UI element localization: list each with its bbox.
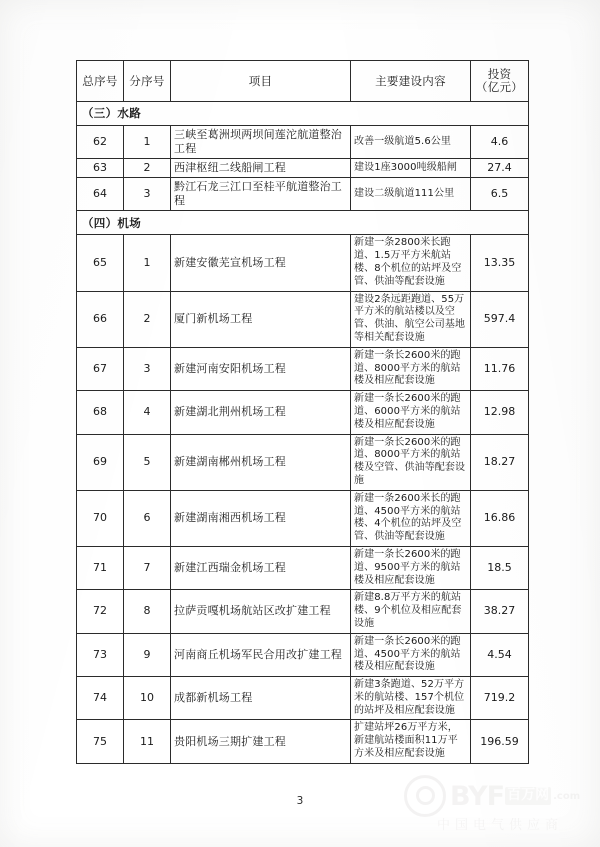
cell-content: 新建一条2600米长的跑道、4500平方米的航站楼、4个机位的站坪及空管、供油等配套设施 (351, 490, 471, 546)
page-number: 3 (296, 795, 304, 807)
cell-content: 新建一条长2600米的跑道、6000平方米的航站楼及相应配套设施 (351, 391, 471, 434)
cell-sub-no: 3 (124, 347, 171, 390)
cell-project: 贵阳机场三期扩建工程 (171, 720, 351, 763)
section-header-row (77, 102, 529, 126)
cell-investment: 27.4 (471, 159, 529, 178)
cell-sub-no: 1 (124, 235, 171, 291)
cell-content: 新建一条长2600米的跑道、8000平方米的航站楼及空管、供油等配套设施 (351, 434, 471, 490)
table-row (77, 235, 529, 291)
column-header-content: 主要建设内容 (351, 61, 471, 102)
investment-header-line2: （亿元） (475, 80, 524, 94)
cell-total-no: 72 (77, 590, 124, 633)
project-table-container (76, 60, 528, 764)
cell-sub-no: 4 (124, 391, 171, 434)
cell-project: 河南商丘机场军民合用改扩建工程 (171, 633, 351, 676)
cell-total-no: 66 (77, 291, 124, 347)
cell-content: 改善一级航道5.6公里 (351, 126, 471, 159)
table-row (77, 391, 529, 434)
cell-content: 建设2条远距跑道、55万平方米的航站楼以及空管、供油、航空公司基地等相关配套设施 (351, 291, 471, 347)
cell-project: 成都新机场工程 (171, 677, 351, 720)
cell-content: 新建一条长2600米的跑道、8000平方米的航站楼及相应配套设施 (351, 347, 471, 390)
table-row (77, 126, 529, 159)
cell-project: 厦门新机场工程 (171, 291, 351, 347)
table-row (77, 490, 529, 546)
table-header-row (77, 61, 529, 102)
cell-total-no: 69 (77, 434, 124, 490)
cell-content: 新建一条2800米长跑道、1.5万平方米航站楼、8个机位的站坪及空管、供油等配套设施 (351, 235, 471, 291)
cell-content: 扩建站坪26万平方米，新建航站楼面积11万平方米及相应配套设施 (351, 720, 471, 763)
section-label-waterway: （三）水路 (77, 102, 529, 126)
table-row (77, 633, 529, 676)
column-header-total-no: 总序号 (77, 61, 124, 102)
watermark-brand-cn: 百万网 (507, 787, 550, 804)
column-header-investment (471, 61, 529, 102)
watermark-brand: BYF (450, 780, 505, 812)
cell-sub-no: 2 (124, 291, 171, 347)
cell-total-no: 73 (77, 633, 124, 676)
table-row (77, 178, 529, 211)
cell-total-no: 65 (77, 235, 124, 291)
table-row (77, 347, 529, 390)
cell-total-no: 71 (77, 546, 124, 589)
cell-sub-no: 3 (124, 178, 171, 211)
cell-total-no: 62 (77, 126, 124, 159)
table-row (77, 291, 529, 347)
cell-total-no: 75 (77, 720, 124, 763)
watermark-tagline: 中国电气供应商 (436, 818, 563, 833)
table-header (77, 61, 529, 102)
cell-sub-no: 10 (124, 677, 171, 720)
cell-project: 新建湖北荆州机场工程 (171, 391, 351, 434)
cell-project: 拉萨贡嘎机场航站区改扩建工程 (171, 590, 351, 633)
cell-content: 新建3条跑道、52万平方米的航站楼、157个机位的站坪及相应配套设施 (351, 677, 471, 720)
cell-total-no: 70 (77, 490, 124, 546)
cell-project: 三峡至葛洲坝两坝间莲沱航道整治工程 (171, 126, 351, 159)
cell-sub-no: 5 (124, 434, 171, 490)
cell-content: 建设1座3000吨级船闸 (351, 159, 471, 178)
cell-sub-no: 2 (124, 159, 171, 178)
cell-sub-no: 1 (124, 126, 171, 159)
cell-investment: 196.59 (471, 720, 529, 763)
cell-investment: 18.5 (471, 546, 529, 589)
cell-total-no: 74 (77, 677, 124, 720)
column-header-sub-no: 分序号 (124, 61, 171, 102)
cell-sub-no: 9 (124, 633, 171, 676)
cell-content: 新建8.8万平方米的航站楼、9个机位及相应配套设施 (351, 590, 471, 633)
table-row (77, 546, 529, 589)
cell-total-no: 63 (77, 159, 124, 178)
cell-sub-no: 6 (124, 490, 171, 546)
cell-sub-no: 11 (124, 720, 171, 763)
table-row (77, 159, 529, 178)
cell-content: 建设二级航道111公里 (351, 178, 471, 211)
cell-investment: 13.35 (471, 235, 529, 291)
table-body (77, 102, 529, 764)
cell-content: 新建一条长2600米的跑道、9500平方米的航站楼及相应配套设施 (351, 546, 471, 589)
table-row (77, 434, 529, 490)
cell-project: 新建湖南郴州机场工程 (171, 434, 351, 490)
table-row (77, 677, 529, 720)
cell-investment: 18.27 (471, 434, 529, 490)
cell-investment: 16.86 (471, 490, 529, 546)
cell-project: 新建江西瑞金机场工程 (171, 546, 351, 589)
section-label-airport: （四）机场 (77, 211, 529, 235)
table-row (77, 590, 529, 633)
cell-project: 西津枢纽二线船闸工程 (171, 159, 351, 178)
section-header-row (77, 211, 529, 235)
cell-total-no: 67 (77, 347, 124, 390)
table-row (77, 720, 529, 763)
cell-investment: 4.6 (471, 126, 529, 159)
cell-investment: 12.98 (471, 391, 529, 434)
cell-investment: 38.27 (471, 590, 529, 633)
cell-project: 新建安徽芜宣机场工程 (171, 235, 351, 291)
cell-total-no: 68 (77, 391, 124, 434)
cell-project: 新建河南安阳机场工程 (171, 347, 351, 390)
cell-project: 新建湖南湘西机场工程 (171, 490, 351, 546)
cell-investment: 719.2 (471, 677, 529, 720)
cell-investment: 6.5 (471, 178, 529, 211)
cell-investment: 597.4 (471, 291, 529, 347)
column-header-project: 项目 (171, 61, 351, 102)
watermark-domain: .com (553, 790, 581, 802)
cell-investment: 4.54 (471, 633, 529, 676)
project-investment-table (76, 60, 529, 764)
cell-sub-no: 8 (124, 590, 171, 633)
cell-content: 新建一条长2600米的跑道、4500平方米的航站楼及相应配套设施 (351, 633, 471, 676)
cell-project: 黔江石龙三江口至桂平航道整治工程 (171, 178, 351, 211)
cell-sub-no: 7 (124, 546, 171, 589)
watermark (404, 776, 596, 840)
cell-total-no: 64 (77, 178, 124, 211)
investment-header-line1: 投资 (487, 66, 512, 81)
cell-investment: 11.76 (471, 347, 529, 390)
